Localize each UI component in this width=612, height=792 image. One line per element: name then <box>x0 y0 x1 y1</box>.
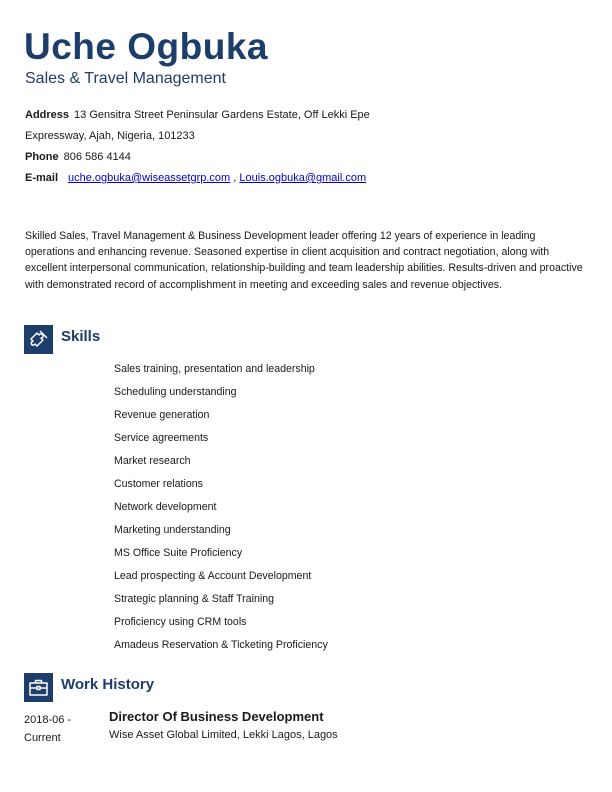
skill-item: Customer relations <box>114 478 203 490</box>
email-link-secondary[interactable]: Louis.ogbuka@gmail.com <box>239 172 367 184</box>
puzzle-icon <box>24 325 53 354</box>
email-label: E-mail <box>25 172 59 184</box>
address-line1: 13 Gensitra Street Peninsular Gardens Estate, Off Lekki Epe <box>74 109 370 121</box>
skill-item: Marketing understanding <box>114 524 231 536</box>
address-label: Address <box>25 109 70 121</box>
skills-heading: Skills <box>61 328 101 345</box>
skill-item: Service agreements <box>114 432 209 444</box>
briefcase-icon <box>24 673 53 702</box>
skill-item: Revenue generation <box>114 409 210 421</box>
resume-name: Uche Ogbuka <box>24 26 268 67</box>
address-row <box>25 108 370 129</box>
email-link-primary[interactable]: uche.ogbuka@wiseassetgrp.com <box>68 172 231 184</box>
email-row <box>25 171 370 192</box>
phone-row <box>25 150 370 171</box>
address-row-2 <box>25 129 370 150</box>
job-date-end: Current <box>24 732 61 744</box>
job-company: Wise Asset Global Limited, Lekki Lagos, Lagos <box>109 729 338 741</box>
skill-item: Amadeus Reservation & Ticketing Proficiency <box>114 639 328 651</box>
skill-item: Lead prospecting & Account Development <box>114 570 312 582</box>
phone-label: Phone <box>25 151 59 163</box>
skills-list <box>114 362 328 661</box>
professional-summary: Skilled Sales, Travel Management & Business Development leader offering 12 years of experience in leading operations and enhancing revenue. Seasoned expertise in client acquisition and contract negotiation, along with excellent interpersonal communication, relationship-building and team leadership abilities. Results-driven and proactive with demonstrated record of accomplishment in meeting and exceeding sales and revenue objectives. <box>25 230 583 291</box>
skill-item: Strategic planning & Staff Training <box>114 593 274 605</box>
skill-item: Sales training, presentation and leadership <box>114 363 315 375</box>
email-separator: , <box>230 172 240 184</box>
phone-value: 806 586 4144 <box>63 151 131 163</box>
job-date-start: 2018-06 - <box>24 714 72 726</box>
skill-item: Scheduling understanding <box>114 386 237 398</box>
job-title: Director Of Business Development <box>109 709 324 724</box>
address-line2: Expressway, Ajah, Nigeria, 101233 <box>25 130 195 142</box>
skill-item: MS Office Suite Proficiency <box>114 547 243 559</box>
job-dates <box>24 711 71 747</box>
skill-item: Proficiency using CRM tools <box>114 616 247 628</box>
skill-item: Market research <box>114 455 191 467</box>
resume-title: Sales & Travel Management <box>25 70 226 87</box>
work-history-heading: Work History <box>61 676 155 693</box>
contact-block <box>25 108 370 192</box>
skill-item: Network development <box>114 501 217 513</box>
